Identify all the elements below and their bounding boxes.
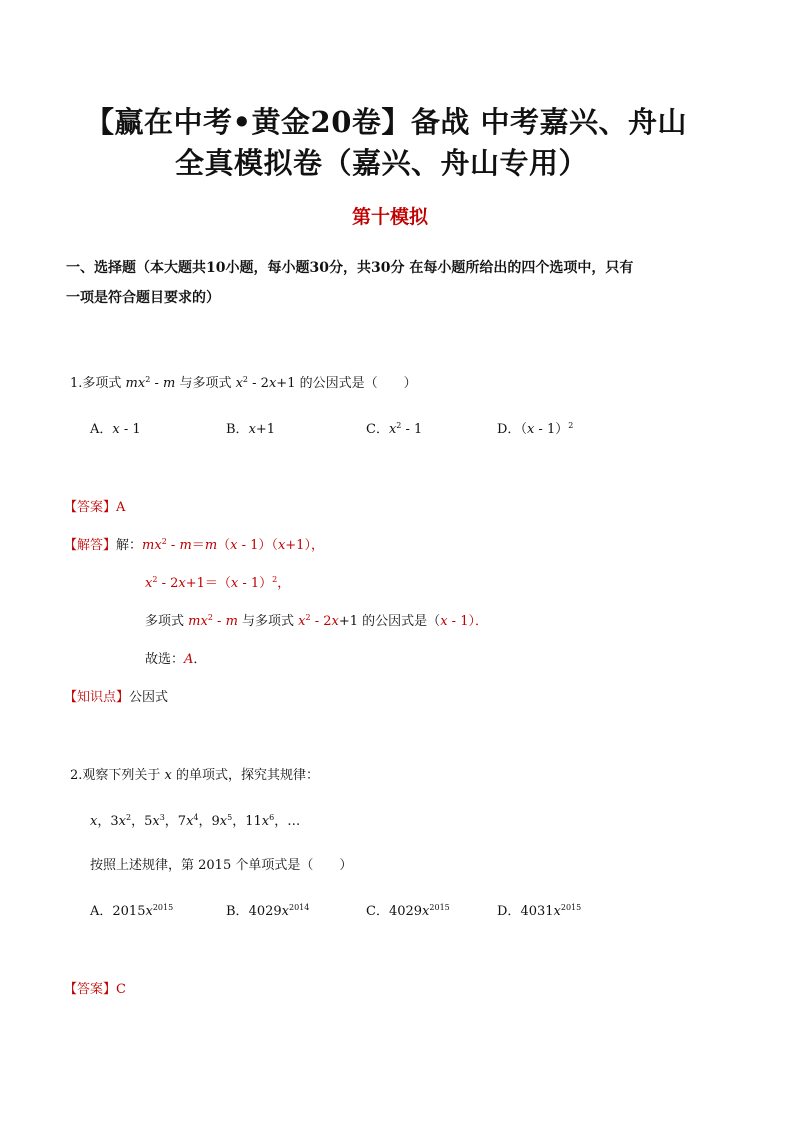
q2-option-d[interactable]: D．$4031x^{2015}$ [497, 903, 582, 919]
q2-option-c[interactable]: C．$4029x^{2015}$ [366, 903, 450, 919]
section-heading-line1: 一、选择题（本大题共10小题，每小题30分，共30分 在每小题所给出的四个选项中，只有 [66, 260, 634, 276]
q2-sequence: x，$3x^2$，$5x^3$，$7x^4$，$9x^5$，$11x^6$，… [90, 813, 301, 829]
q1-option-a[interactable]: A．x - 1 [90, 422, 141, 437]
q1-solution-line3: 多项式 $mx^2$ - m 与多项式 $x^2 - 2x+1$ 的公因式是（x - 1）． [145, 613, 488, 629]
q1-solution-line4: 故选：A． [145, 652, 207, 667]
q1-option-c[interactable]: C．$x^2 - 1$ [366, 421, 423, 437]
q2-answer: 【答案】C [64, 982, 126, 997]
q2-stem: 2.观察下列关于 x 的单项式，探究其规律： [70, 768, 320, 783]
q1-knowledge: 【知识点】公因式 [64, 690, 169, 705]
q2-prompt: 按照上述规律，第 2015 个单项式是（ ） [90, 858, 353, 873]
page-title-line2: 全真模拟卷（嘉兴、舟山专用） [175, 146, 589, 180]
q1-solution-line2: $x^2 - 2x+1=(x - 1)^2$， [145, 575, 291, 591]
q1-option-b[interactable]: B．x+1 [226, 422, 276, 437]
page-title-line1: 【赢在中考•黄金20卷】备战 中考嘉兴、舟山 [85, 105, 687, 139]
q2-option-b[interactable]: B．$4029x^{2014}$ [226, 903, 310, 919]
page-subtitle: 第十模拟 [352, 206, 429, 228]
q1-solution-line1: 【解答】解：$mx^2 - m=m(x - 1)(x+1)$， [64, 537, 324, 553]
q1-stem: 1.多项式 $mx^2$ - m 与多项式 $x^2 - 2x+1$ 的公因式是（ ） [70, 375, 417, 391]
q1-option-d[interactable]: D．（x - 1）$^2$ [497, 421, 574, 437]
q2-option-a[interactable]: A．$2015x^{2015}$ [90, 903, 174, 919]
section-heading-line2: 一项是符合题目要求的） [66, 290, 220, 306]
q1-answer: 【答案】A [64, 500, 126, 515]
